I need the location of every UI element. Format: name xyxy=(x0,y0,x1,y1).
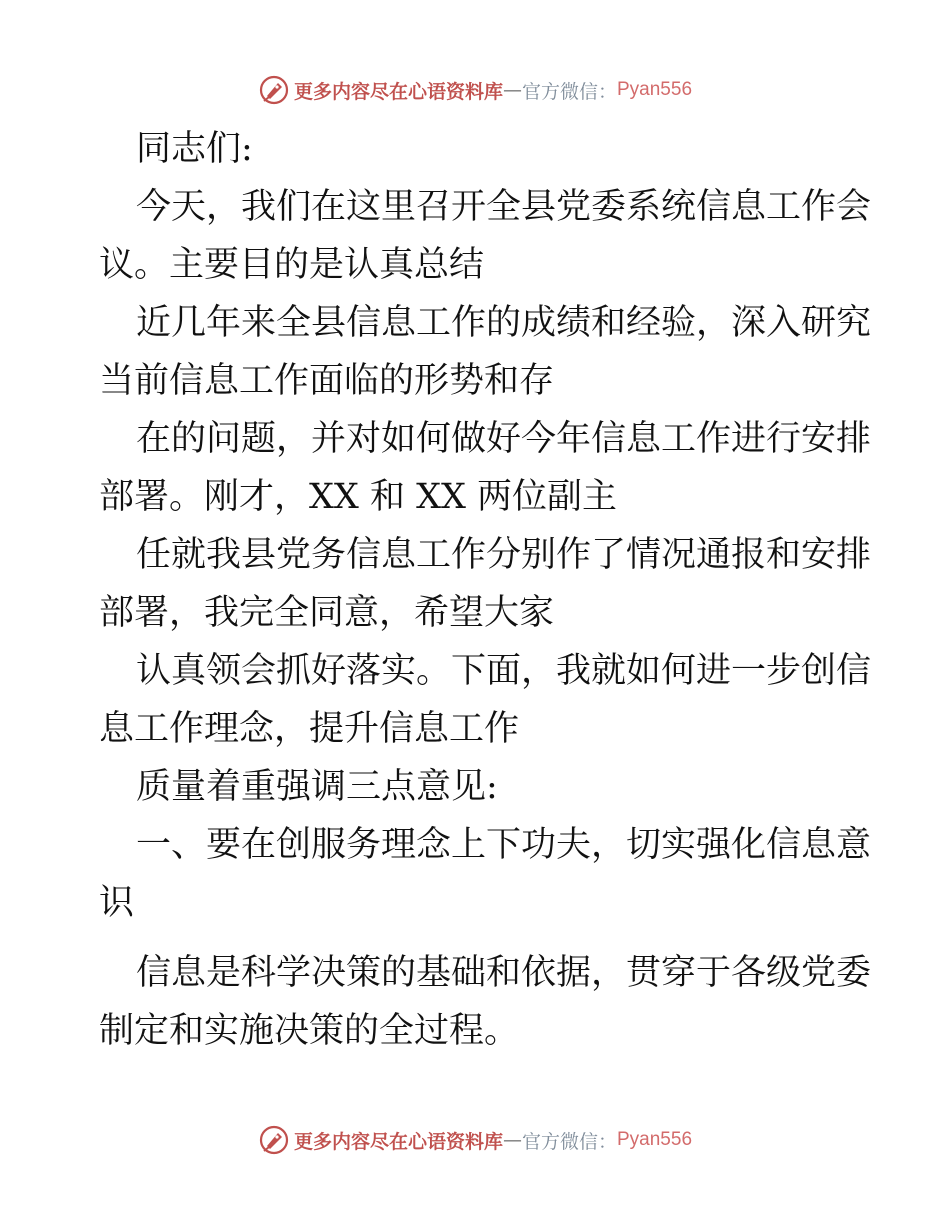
pen-nib-logo-icon xyxy=(258,74,290,106)
watermark-tail-text: 官方微信： xyxy=(521,80,617,103)
watermark-id-text: Pyan556 xyxy=(617,79,693,100)
watermark-dash: — xyxy=(502,79,522,101)
watermark-tail-text: 官方微信： xyxy=(521,1130,617,1153)
watermark-dash: — xyxy=(502,1129,522,1151)
text-line: 部署。刚才，XX 和 XX 两位副主 xyxy=(99,477,618,517)
text-line: 认真领会抓好落实。下面，我就如何进一步创信 xyxy=(136,651,872,691)
text-line: 任就我县党务信息工作分别作了情况通报和安排 xyxy=(136,535,872,575)
text-line: 在的问题，并对如何做好今年信息工作进行安排 xyxy=(136,419,872,459)
text-line: 议。主要目的是认真总结 xyxy=(99,245,485,285)
text-line: 质量着重强调三点意见: xyxy=(136,767,498,807)
text-line: 近几年来全县信息工作的成绩和经验，深入研究 xyxy=(136,303,872,343)
pen-nib-logo-icon xyxy=(258,1124,290,1156)
text-line: 今天，我们在这里召开全县党委系统信息工作会 xyxy=(136,187,872,227)
watermark-main-text: 更多内容尽在心语资料库 xyxy=(293,1130,503,1153)
text-line: 部署，我完全同意，希望大家 xyxy=(99,593,555,633)
text-line: 当前信息工作面临的形势和存 xyxy=(99,361,555,401)
document-body xyxy=(99,120,872,1060)
footer-watermark xyxy=(0,1122,950,1158)
text-line: 制定和实施决策的全过程。 xyxy=(99,1011,520,1051)
header-watermark xyxy=(0,72,950,108)
watermark-id-text: Pyan556 xyxy=(617,1129,693,1150)
text-line: 同志们: xyxy=(136,129,253,169)
text-line: 识 xyxy=(99,883,135,923)
text-line: 信息是科学决策的基础和依据，贯穿于各级党委 xyxy=(136,953,872,993)
text-line: 一、要在创服务理念上下功夫，切实强化信息意 xyxy=(136,825,872,865)
watermark-main-text: 更多内容尽在心语资料库 xyxy=(293,80,503,103)
text-line: 息工作理念，提升信息工作 xyxy=(99,709,520,749)
